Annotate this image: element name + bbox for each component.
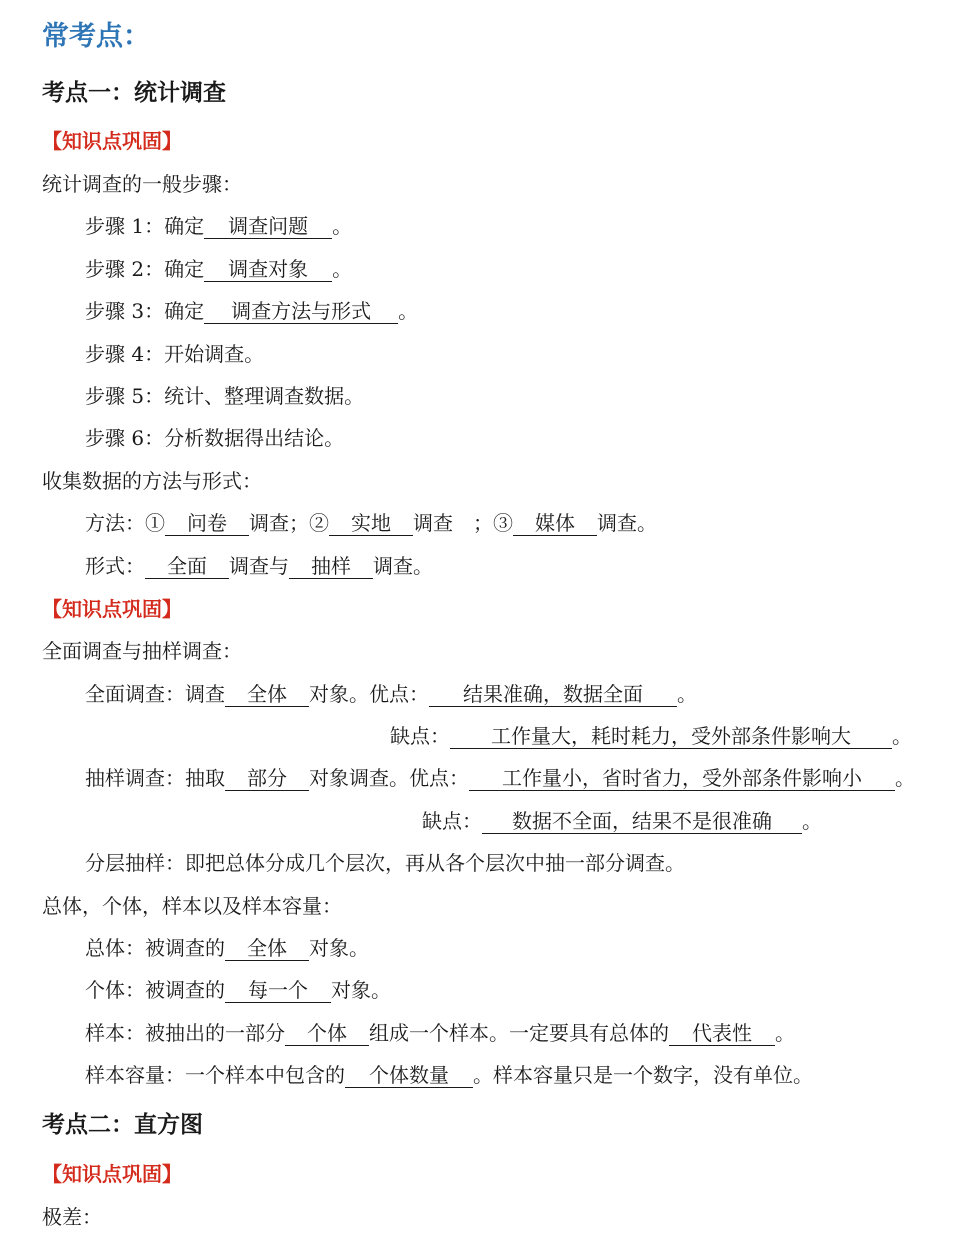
- individual-text: 对象。: [331, 978, 391, 1002]
- census-pros-answer: 结果准确，数据全面: [429, 682, 677, 707]
- methods-intro: 收集数据的方法与形式：: [42, 469, 262, 493]
- form-answer-2: 抽样: [289, 554, 373, 579]
- step-3-prefix: 步骤 3：确定: [85, 299, 205, 323]
- sample-pros-answer: 工作量小，省时省力，受外部条件影响小: [469, 766, 895, 791]
- step-2-answer: 调查对象: [204, 257, 332, 282]
- forms-line: [85, 553, 433, 579]
- step-1-suffix: 。: [332, 214, 353, 238]
- sample-size-prefix: 样本容量：一个样本中包含的: [85, 1063, 345, 1087]
- step-2-suffix: 。: [332, 257, 353, 281]
- sample-cons-answer: 数据不全面，结果不是很准确: [482, 809, 802, 834]
- step-3-answer: 调查方法与形式: [204, 299, 398, 324]
- individual-line: [85, 977, 391, 1003]
- population-text: 对象。: [309, 936, 369, 960]
- range-label: 极差：: [42, 1205, 102, 1229]
- step-1: [85, 213, 352, 239]
- stratified-sampling: 分层抽样：即把总体分成几个层次，再从各个层次中抽一部分调查。: [85, 851, 685, 875]
- section-heading-histogram: 考点二：直方图: [42, 1112, 203, 1138]
- census-cons-answer: 工作量大，耗时耗力，受外部条件影响大: [450, 724, 892, 749]
- forms-text-2: 调查。: [373, 554, 433, 578]
- sample-def-text-1: 组成一个样本。一定要具有总体的: [369, 1021, 669, 1045]
- population-intro: 总体，个体，样本以及样本容量：: [42, 894, 342, 918]
- sample-prefix: 抽样调查：抽取: [85, 766, 225, 790]
- sample-def-answer-1: 个体: [285, 1021, 369, 1046]
- step-1-prefix: 步骤 1：确定: [85, 214, 205, 238]
- methods-prefix: 方法：①: [85, 511, 165, 535]
- step-5: 步骤 5：统计、整理调查数据。: [85, 384, 365, 408]
- step-4: 步骤 4：开始调查。: [85, 342, 265, 366]
- sample-text-1: 对象调查。优点：: [309, 766, 469, 790]
- census-text-3: 。: [892, 724, 912, 748]
- knowledge-tag: 【知识点巩固】: [42, 129, 182, 153]
- sample-definition-line: [85, 1020, 795, 1046]
- sample-def-text-2: 。: [775, 1021, 795, 1045]
- population-prefix: 总体：被调查的: [85, 936, 225, 960]
- step-1-answer: 调查问题: [204, 214, 332, 239]
- individual-prefix: 个体：被调查的: [85, 978, 225, 1002]
- census-answer-1: 全体: [225, 682, 309, 707]
- step-2: [85, 256, 352, 282]
- step-6: 步骤 6：分析数据得出结论。: [85, 426, 345, 450]
- sample-survey-line: [85, 765, 915, 791]
- method-answer-1: 问卷: [165, 511, 249, 536]
- census-text-2: 。: [677, 682, 697, 706]
- sample-def-answer-2: 代表性: [669, 1021, 775, 1046]
- sample-cons-label: 缺点：: [422, 809, 482, 833]
- methods-text-3: 调查。: [597, 511, 657, 535]
- form-answer-1: 全面: [145, 554, 229, 579]
- methods-text-1: 调查；②: [249, 511, 329, 535]
- section-heading-statistics-survey: 考点一：统计调查: [42, 80, 226, 106]
- sample-size-answer: 个体数量: [345, 1063, 473, 1088]
- individual-answer: 每一个: [225, 978, 331, 1003]
- census-cons-label: 缺点：: [390, 724, 450, 748]
- page-title: 常考点：: [42, 21, 150, 52]
- step-2-prefix: 步骤 2：确定: [85, 257, 205, 281]
- sample-cons-line: [422, 808, 822, 834]
- method-answer-3: 媒体: [513, 511, 597, 536]
- methods-text-2: 调查 ；③: [413, 511, 513, 535]
- methods-line: [85, 510, 657, 536]
- forms-prefix: 形式：: [85, 554, 145, 578]
- population-answer: 全体: [225, 936, 309, 961]
- sample-text-3: 。: [802, 809, 822, 833]
- census-sample-intro: 全面调查与抽样调查：: [42, 639, 242, 663]
- step-3: [85, 298, 418, 324]
- step-3-suffix: 。: [398, 299, 419, 323]
- knowledge-tag: 【知识点巩固】: [42, 597, 182, 621]
- sample-answer-1: 部分: [225, 766, 309, 791]
- census-cons-line: [390, 723, 912, 749]
- census-prefix: 全面调查：调查: [85, 682, 225, 706]
- sample-size-line: [85, 1062, 813, 1088]
- method-answer-2: 实地: [329, 511, 413, 536]
- population-line: [85, 935, 369, 961]
- steps-intro: 统计调查的一般步骤：: [42, 172, 242, 196]
- census-text-1: 对象。优点：: [309, 682, 429, 706]
- sample-def-prefix: 样本：被抽出的一部分: [85, 1021, 285, 1045]
- sample-text-2: 。: [895, 766, 915, 790]
- knowledge-tag: 【知识点巩固】: [42, 1162, 182, 1186]
- census-line: [85, 681, 697, 707]
- forms-text-1: 调查与: [229, 554, 289, 578]
- sample-size-text: 。样本容量只是一个数字，没有单位。: [473, 1063, 813, 1087]
